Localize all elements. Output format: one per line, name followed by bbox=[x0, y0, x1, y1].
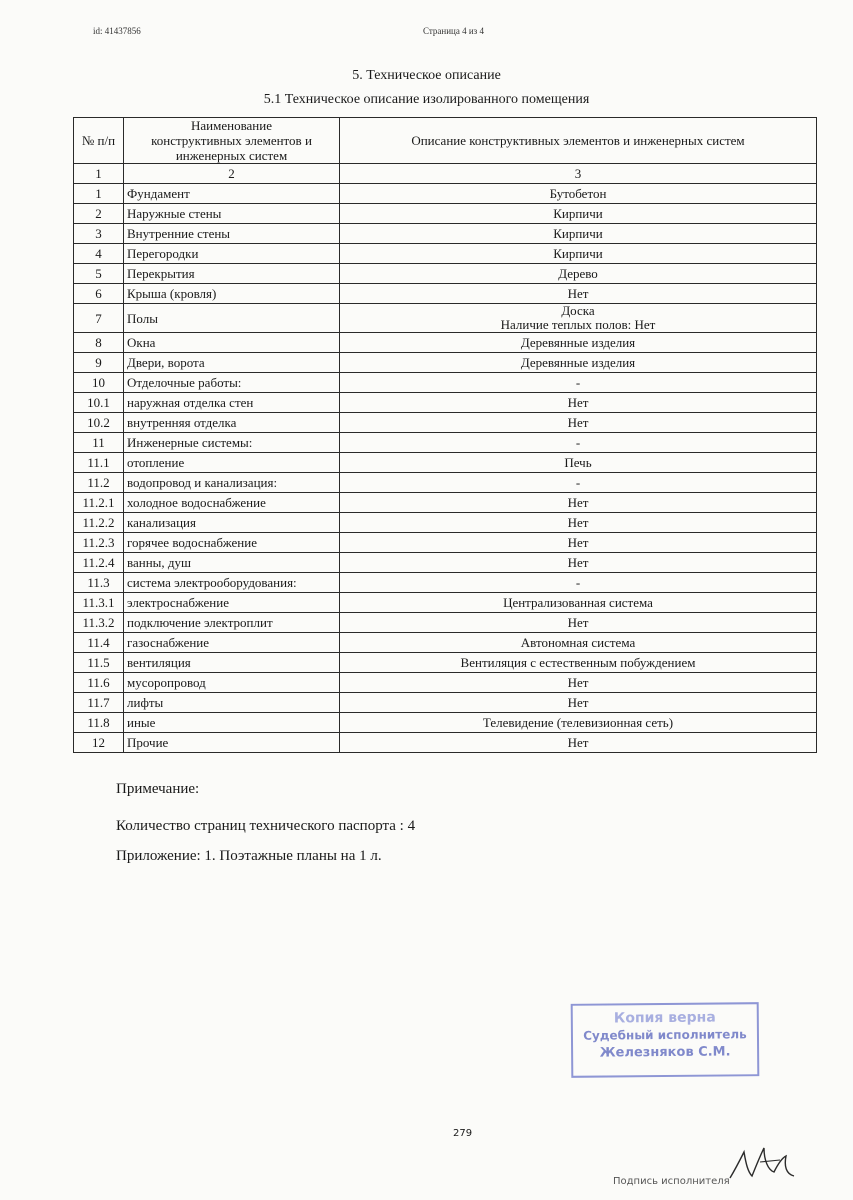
table-row bbox=[74, 593, 817, 613]
element-name: Фундамент bbox=[124, 184, 340, 204]
element-name: Крыша (кровля) bbox=[124, 284, 340, 304]
element-name: Прочие bbox=[124, 733, 340, 753]
row-number: 1 bbox=[74, 184, 124, 204]
stamp-line3: Железняков С.М. bbox=[599, 1044, 731, 1061]
element-name: горячее водоснабжение bbox=[124, 533, 340, 553]
table-row bbox=[74, 333, 817, 353]
element-name: Окна bbox=[124, 333, 340, 353]
table-row bbox=[74, 184, 817, 204]
element-name: вентиляция bbox=[124, 653, 340, 673]
element-name: внутренняя отделка bbox=[124, 413, 340, 433]
element-name: лифты bbox=[124, 693, 340, 713]
table-row bbox=[74, 673, 817, 693]
description-line2: Наличие теплых полов: Нет bbox=[500, 317, 656, 332]
row-number: 12 bbox=[74, 733, 124, 753]
row-number: 11.2 bbox=[74, 473, 124, 493]
page-number: 279 bbox=[453, 1128, 473, 1139]
row-number: 11.2.1 bbox=[74, 493, 124, 513]
header-name-line2: конструктивных элементов и bbox=[151, 133, 312, 148]
element-description: Телевидение (телевизионная сеть) bbox=[340, 713, 817, 733]
row-number: 2 bbox=[74, 204, 124, 224]
element-name: Полы bbox=[124, 304, 340, 333]
row-number: 11.7 bbox=[74, 693, 124, 713]
element-description: Нет bbox=[340, 393, 817, 413]
element-name: Перегородки bbox=[124, 244, 340, 264]
row-number: 11 bbox=[74, 433, 124, 453]
element-name: отопление bbox=[124, 453, 340, 473]
row-number: 11.2.4 bbox=[74, 553, 124, 573]
table-row bbox=[74, 453, 817, 473]
row-number: 8 bbox=[74, 333, 124, 353]
table-row bbox=[74, 304, 817, 333]
row-number: 5 bbox=[74, 264, 124, 284]
footer-signature-label: Подпись исполнителя bbox=[613, 1176, 730, 1187]
element-description: Централизованная система bbox=[340, 593, 817, 613]
element-description: Бутобетон bbox=[340, 184, 817, 204]
table-row bbox=[74, 393, 817, 413]
table-row bbox=[74, 613, 817, 633]
table-row bbox=[74, 713, 817, 733]
table-row bbox=[74, 493, 817, 513]
table-header-row bbox=[74, 118, 817, 164]
pages-count-note: Количество страниц технического паспорта : 4 bbox=[116, 818, 416, 834]
table-row bbox=[74, 533, 817, 553]
table-row bbox=[74, 513, 817, 533]
signature-icon bbox=[724, 1138, 804, 1188]
element-description: Кирпичи bbox=[340, 244, 817, 264]
table-index-row bbox=[74, 164, 817, 184]
element-description: Вентиляция с естественным побуждением bbox=[340, 653, 817, 673]
element-description: - bbox=[340, 473, 817, 493]
remark-label: Примечание: bbox=[116, 781, 200, 797]
element-name: холодное водоснабжение bbox=[124, 493, 340, 513]
element-description: Деревянные изделия bbox=[340, 333, 817, 353]
element-name: канализация bbox=[124, 513, 340, 533]
element-description: Нет bbox=[340, 613, 817, 633]
element-name: Двери, ворота bbox=[124, 353, 340, 373]
table-row bbox=[74, 373, 817, 393]
table-row bbox=[74, 733, 817, 753]
header-name bbox=[124, 118, 340, 164]
element-name: газоснабжение bbox=[124, 633, 340, 653]
row-number: 11.2.2 bbox=[74, 513, 124, 533]
table-row bbox=[74, 224, 817, 244]
table-row bbox=[74, 473, 817, 493]
element-name: система электрооборудования: bbox=[124, 573, 340, 593]
table-row bbox=[74, 204, 817, 224]
element-description: Нет bbox=[340, 553, 817, 573]
header-num: № п/п bbox=[74, 118, 124, 164]
element-description: - bbox=[340, 373, 817, 393]
appendix-note: Приложение: 1. Поэтажные планы на 1 л. bbox=[116, 848, 382, 864]
row-number: 10.2 bbox=[74, 413, 124, 433]
element-name: наружная отделка стен bbox=[124, 393, 340, 413]
table-row bbox=[74, 653, 817, 673]
element-description: Нет bbox=[340, 513, 817, 533]
row-number: 11.3 bbox=[74, 573, 124, 593]
row-number: 7 bbox=[74, 304, 124, 333]
element-description: Кирпичи bbox=[340, 204, 817, 224]
element-name: электроснабжение bbox=[124, 593, 340, 613]
element-name: Перекрытия bbox=[124, 264, 340, 284]
row-number: 11.3.2 bbox=[74, 613, 124, 633]
element-name: водопровод и канализация: bbox=[124, 473, 340, 493]
row-number: 3 bbox=[74, 224, 124, 244]
stamp-line2: Судебный исполнитель bbox=[583, 1027, 747, 1043]
row-number: 10 bbox=[74, 373, 124, 393]
index-cell: 2 bbox=[124, 164, 340, 184]
row-number: 11.1 bbox=[74, 453, 124, 473]
element-name: Наружные стены bbox=[124, 204, 340, 224]
element-description: Нет bbox=[340, 733, 817, 753]
element-description: Нет bbox=[340, 533, 817, 553]
description-line1: Доска bbox=[561, 303, 595, 318]
element-description bbox=[340, 304, 817, 333]
element-description: Деревянные изделия bbox=[340, 353, 817, 373]
element-description: Нет bbox=[340, 673, 817, 693]
row-number: 11.2.3 bbox=[74, 533, 124, 553]
element-name: подключение электроплит bbox=[124, 613, 340, 633]
table-row bbox=[74, 353, 817, 373]
subsection-title: 5.1 Техническое описание изолированного помещения bbox=[263, 92, 590, 107]
element-name: иные bbox=[124, 713, 340, 733]
element-name: Отделочные работы: bbox=[124, 373, 340, 393]
table-row bbox=[74, 433, 817, 453]
header-name-line1: Наименование bbox=[191, 118, 272, 133]
index-cell: 3 bbox=[340, 164, 817, 184]
table-row bbox=[74, 284, 817, 304]
technical-description-table bbox=[73, 117, 817, 753]
element-name: мусоропровод bbox=[124, 673, 340, 693]
element-name: Внутренние стены bbox=[124, 224, 340, 244]
row-number: 11.6 bbox=[74, 673, 124, 693]
element-name: ванны, душ bbox=[124, 553, 340, 573]
element-description: - bbox=[340, 573, 817, 593]
page-indicator: Страница 4 из 4 bbox=[423, 26, 484, 36]
row-number: 4 bbox=[74, 244, 124, 264]
stamp-line1: Копия верна bbox=[613, 1009, 716, 1027]
table-row bbox=[74, 693, 817, 713]
element-description: Кирпичи bbox=[340, 224, 817, 244]
table-row bbox=[74, 633, 817, 653]
table-row bbox=[74, 573, 817, 593]
element-description: - bbox=[340, 433, 817, 453]
row-number: 10.1 bbox=[74, 393, 124, 413]
section-title: 5. Техническое описание bbox=[352, 68, 501, 83]
table-row bbox=[74, 244, 817, 264]
element-description: Нет bbox=[340, 413, 817, 433]
element-description: Дерево bbox=[340, 264, 817, 284]
header-desc: Описание конструктивных элементов и инженерных систем bbox=[340, 118, 817, 164]
element-description: Автономная система bbox=[340, 633, 817, 653]
row-number: 11.5 bbox=[74, 653, 124, 673]
header-name-line3: инженерных систем bbox=[175, 148, 288, 163]
row-number: 9 bbox=[74, 353, 124, 373]
row-number: 11.8 bbox=[74, 713, 124, 733]
certification-stamp bbox=[571, 1002, 760, 1078]
row-number: 11.4 bbox=[74, 633, 124, 653]
table-row bbox=[74, 264, 817, 284]
element-description: Нет bbox=[340, 284, 817, 304]
document-id: id: 41437856 bbox=[93, 26, 141, 36]
element-description: Нет bbox=[340, 493, 817, 513]
row-number: 6 bbox=[74, 284, 124, 304]
element-description: Печь bbox=[340, 453, 817, 473]
table-row bbox=[74, 553, 817, 573]
table-row bbox=[74, 413, 817, 433]
index-cell: 1 bbox=[74, 164, 124, 184]
row-number: 11.3.1 bbox=[74, 593, 124, 613]
element-name: Инженерные системы: bbox=[124, 433, 340, 453]
element-description: Нет bbox=[340, 693, 817, 713]
